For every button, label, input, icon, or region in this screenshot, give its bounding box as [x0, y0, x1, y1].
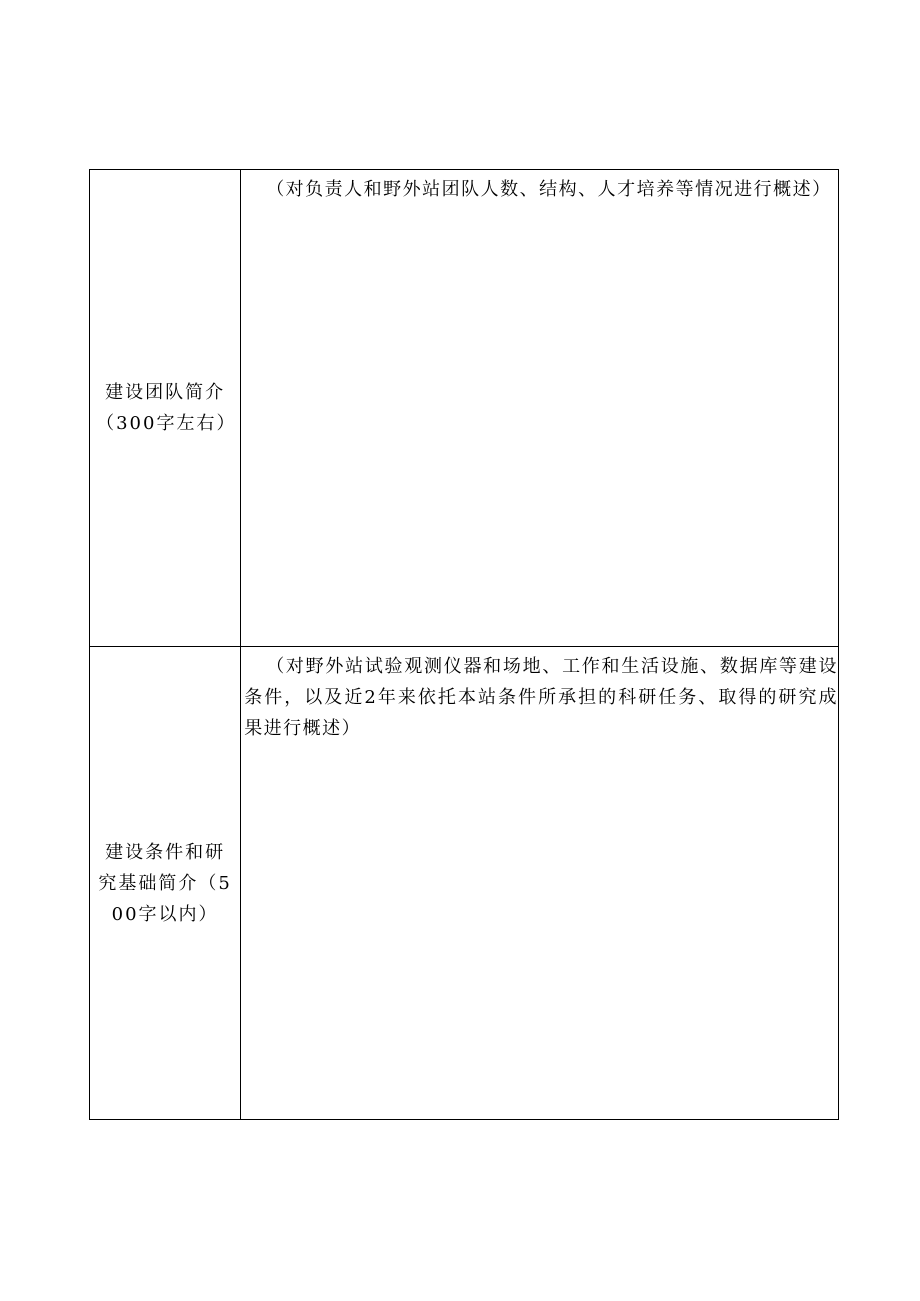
conditions-intro-label-cell: [90, 647, 241, 1120]
conditions-intro-row: [90, 647, 839, 1120]
team-intro-hint: （对负责人和野外站团队人数、结构、人才培养等情况进行概述）: [266, 179, 832, 200]
conditions-intro-input-cell[interactable]: [241, 647, 839, 1120]
team-intro-label-cell: [90, 170, 241, 647]
conditions-intro-hint: （对野外站试验观测仪器和场地、工作和生活设施、数据库等建设条件，以及近2年来依托本站条件所承担的科研任务、取得的研究成果进行概述）: [244, 656, 838, 739]
conditions-intro-label: 建设条件和研究基础简介（500字以内）: [98, 841, 232, 925]
team-intro-row: [90, 170, 839, 647]
application-form-table: [89, 169, 839, 1120]
team-intro-input-cell[interactable]: [241, 170, 839, 647]
team-intro-label: 建设团队简介（300字左右）: [96, 382, 237, 434]
